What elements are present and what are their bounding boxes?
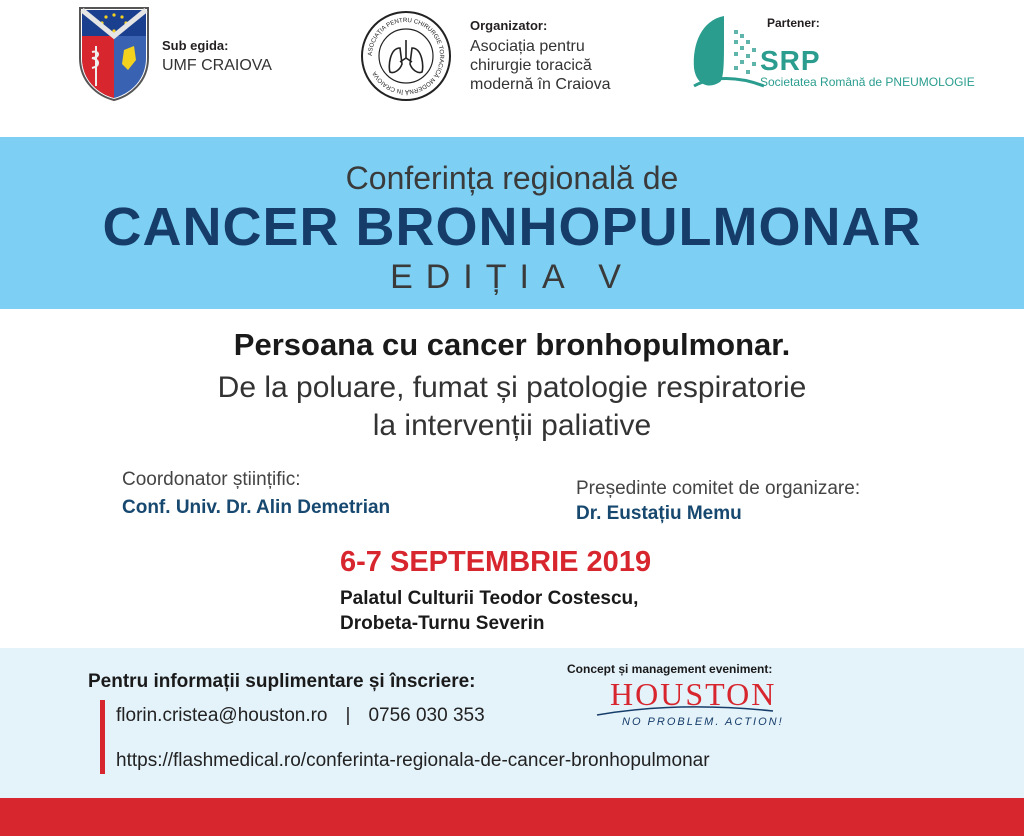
organizer-name — [470, 37, 611, 94]
theme-headline: Persoana cu cancer bronhopulmonar. — [233, 327, 791, 362]
coordinator-name: Conf. Univ. Dr. Alin Demetrian — [122, 497, 391, 518]
president-label: Președinte comitet de organizare: — [576, 478, 861, 499]
info-title: Pentru informații suplimentare și înscriere: — [88, 671, 476, 692]
umf-craiova-crest-icon — [78, 6, 150, 102]
organizer-line-2: chirurgie toracică — [470, 57, 592, 74]
contact-email[interactable]: florin.cristea@houston.ro — [116, 705, 328, 726]
organizer-line-3: modernă în Craiova — [470, 76, 611, 93]
contact-separator: | — [345, 705, 351, 726]
organizer-lungs-seal-icon — [360, 10, 452, 102]
management-label: Concept și management eveniment: — [567, 662, 773, 676]
srp-lung-tree-icon — [688, 10, 770, 96]
partner-short-name: SRP — [760, 45, 821, 76]
conference-title: CANCER BRONHOPULMONAR — [102, 197, 922, 257]
banner-subtitle: Conferința regională de — [345, 160, 679, 196]
president-name: Dr. Eustațiu Memu — [576, 503, 742, 524]
egida-label: Sub egida: — [162, 38, 229, 53]
coordinator-label: Coordonator științific: — [122, 469, 301, 490]
seal-ring-text: ASOCIAȚIA PENTRU CHIRURGIE TORACICĂ MODERNĂ ÎN CRAIOVA — [366, 16, 446, 96]
theme-line-3: la intervenții paliative — [372, 409, 652, 442]
organizer-label: Organizator: — [470, 18, 548, 33]
theme-line-2: De la poluare, fumat și patologie respiratorie — [217, 371, 807, 404]
conference-edition: EDIȚIA V — [390, 258, 634, 296]
event-date: 6-7 SEPTEMBRIE 2019 — [340, 546, 652, 578]
footer-bar — [0, 798, 1024, 836]
contact-phone[interactable]: 0756 030 353 — [368, 705, 485, 726]
partner-label: Partener: — [767, 16, 820, 30]
houston-logo-text: HOUSTON — [610, 676, 777, 712]
venue-line-2: Drobeta-Turnu Severin — [340, 613, 545, 634]
egida-value: UMF CRAIOVA — [162, 57, 272, 74]
organizer-line-1: Asociația pentru — [470, 38, 585, 55]
venue-line-1: Palatul Culturii Teodor Costescu, — [340, 588, 639, 609]
event-url-link[interactable]: https://flashmedical.ro/conferinta-regionala-de-cancer-bronhopulmonar — [116, 750, 710, 771]
partner-full-name: Societatea Română de PNEUMOLOGIE — [760, 75, 975, 89]
houston-tagline: NO PROBLEM. ACTION! — [622, 716, 784, 728]
contact-line — [116, 705, 485, 727]
contact-accent-bar — [100, 700, 105, 774]
